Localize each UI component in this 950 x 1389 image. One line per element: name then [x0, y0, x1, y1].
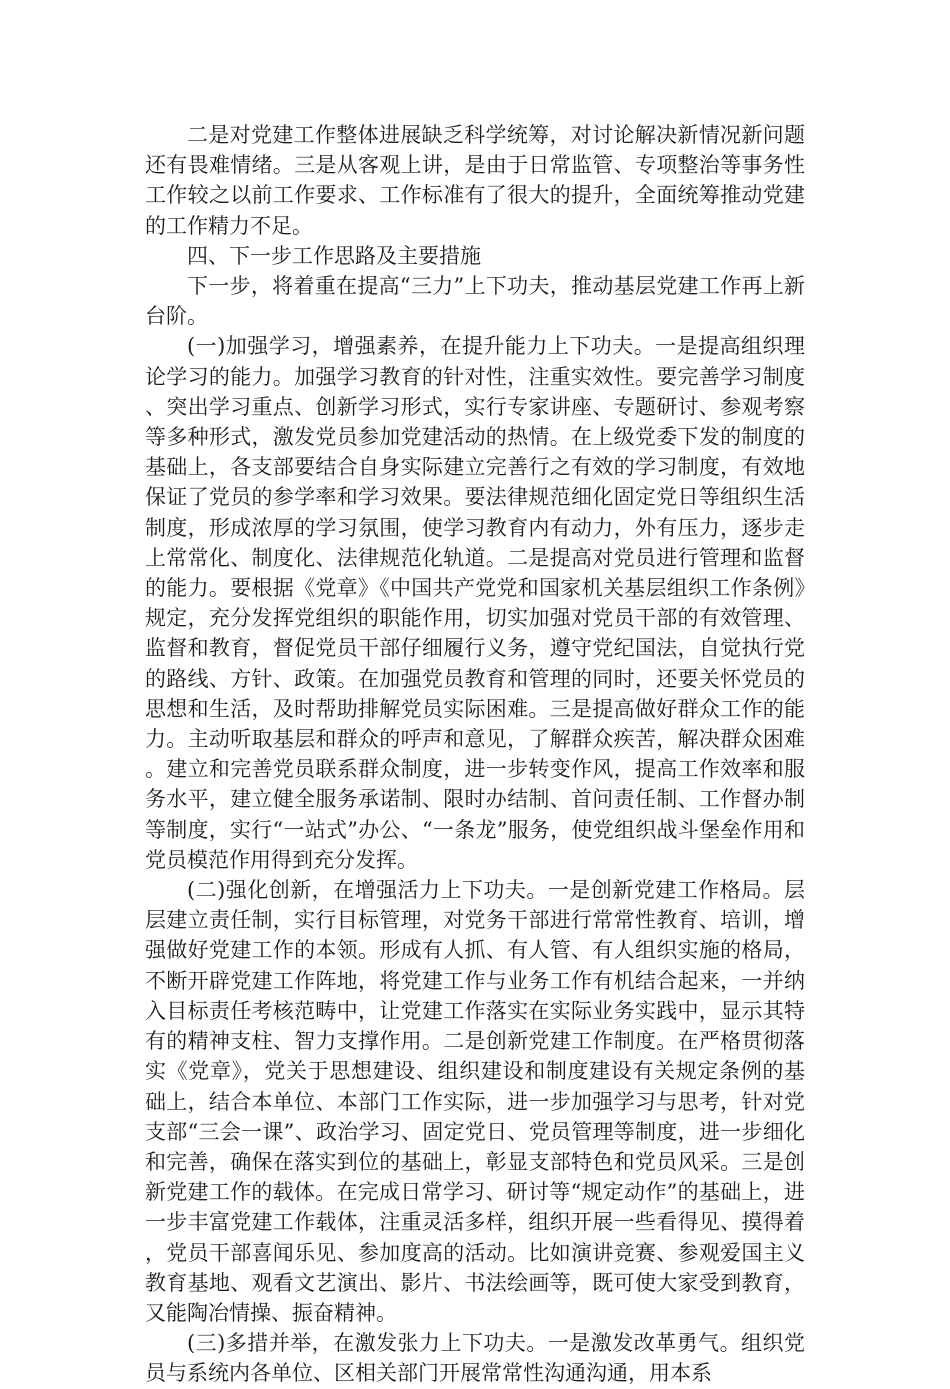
paragraph-strengthen-learning: (一)加强学习，增强素养，在提升能力上下功夫。一是提高组织理论学习的能力。加强学习教育的针对性，注重实效性。要完善学习制度、突出学习重点、创新学习形式，实行专家讲座、专题研讨、参观考察等多种形式，激发党员参加党建活动的热情。在上级党委下发的制度的基础上，各支部要结合自身实际建立完善行之有效的学习制度，有效地保证了党员的参学率和学习效果。要法律规范细化固定党日等组织生活制度，形成浓厚的学习氛围，使学习教育内有动力，外有压力，逐步走上常常化、制度化、法律规范化轨道。二是提高对党员进行管理和监督的能力。要根据《党章》《中国共产党党和国家机关基层组织工作条例》规定，充分发挥党组织的职能作用，切实加强对党员干部的有效管理、监督和教育，督促党员干部仔细履行义务，遵守党纪国法，自觉执行党的路线、方针、政策。在加强党员教育和管理的同时，还要关怀党员的思想和生活，及时帮助排解党员实际困难。三是提高做好群众工作的能力。主动听取基层和群众的呼声和意见，了解群众疾苦，解决群众困难。建立和完善党员联系群众制度，进一步转变作风，提高工作效率和服务水平，建立健全服务承诺制、限时办结制、首问责任制、工作督办制等制度，实行“一站式”办公、“一条龙”服务，使党组织战斗堡垒作用和党员模范作用得到充分发挥。 — [145, 334, 805, 872]
section-heading-next-steps: 四、下一步工作思路及主要措施 — [187, 243, 481, 268]
paragraph-next-step-intro: 下一步，将着重在提高“三力”上下功夫，推动基层党建工作再上新台阶。 — [145, 274, 805, 329]
document-body — [145, 120, 805, 1389]
paragraph-multiple-measures: (三)多措并举，在激发张力上下功夫。一是激发改革勇气。组织党员与系统内各单位、区相关部门开展常常性沟通沟通，用本系 — [145, 1331, 805, 1386]
paragraph-strengthen-innovation: (二)强化创新，在增强活力上下功夫。一是创新党建工作格局。层层建立责任制，实行目标管理，对党务干部进行常常性教育、培训，增强做好党建工作的本领。形成有人抓、有人管、有人组织实施的格局，不断开辟党建工作阵地，将党建工作与业务工作有机结合起来，一并纳入目标责任考核范畴中，让党建工作落实在实际业务实践中，显示其特有的精神支柱、智力支撑作用。二是创新党建工作制度。在严格贯彻落实《党章》，党关于思想建设、组织建设和制度建设有关规定条例的基础上，结合本单位、本部门工作实际，进一步加强学习与思考，针对党支部“三会一课”、政治学习、固定党日、党员管理等制度，进一步细化和完善，确保在落实到位的基础上，彰显支部特色和党员风采。三是创新党建工作的载体。在完成日常学习、研讨等“规定动作”的基础上，进一步丰富党建工作载体，注重灵活多样，组织开展一些看得见、摸得着，党员干部喜闻乐见、参加度高的活动。比如演讲竞赛、参观爱国主义教育基地、观看文艺演出、影片、书法绘画等，既可使大家受到教育，又能陶冶情操、振奋精神。 — [145, 878, 805, 1325]
paragraph-problems-continued: 二是对党建工作整体进展缺乏科学统筹，对讨论解决新情况新问题还有畏难情绪。三是从客观上讲，是由于日常监管、专项整治等事务性工作较之以前工作要求、工作标准有了很大的提升，全面统筹推动党建的工作精力不足。 — [145, 123, 805, 238]
